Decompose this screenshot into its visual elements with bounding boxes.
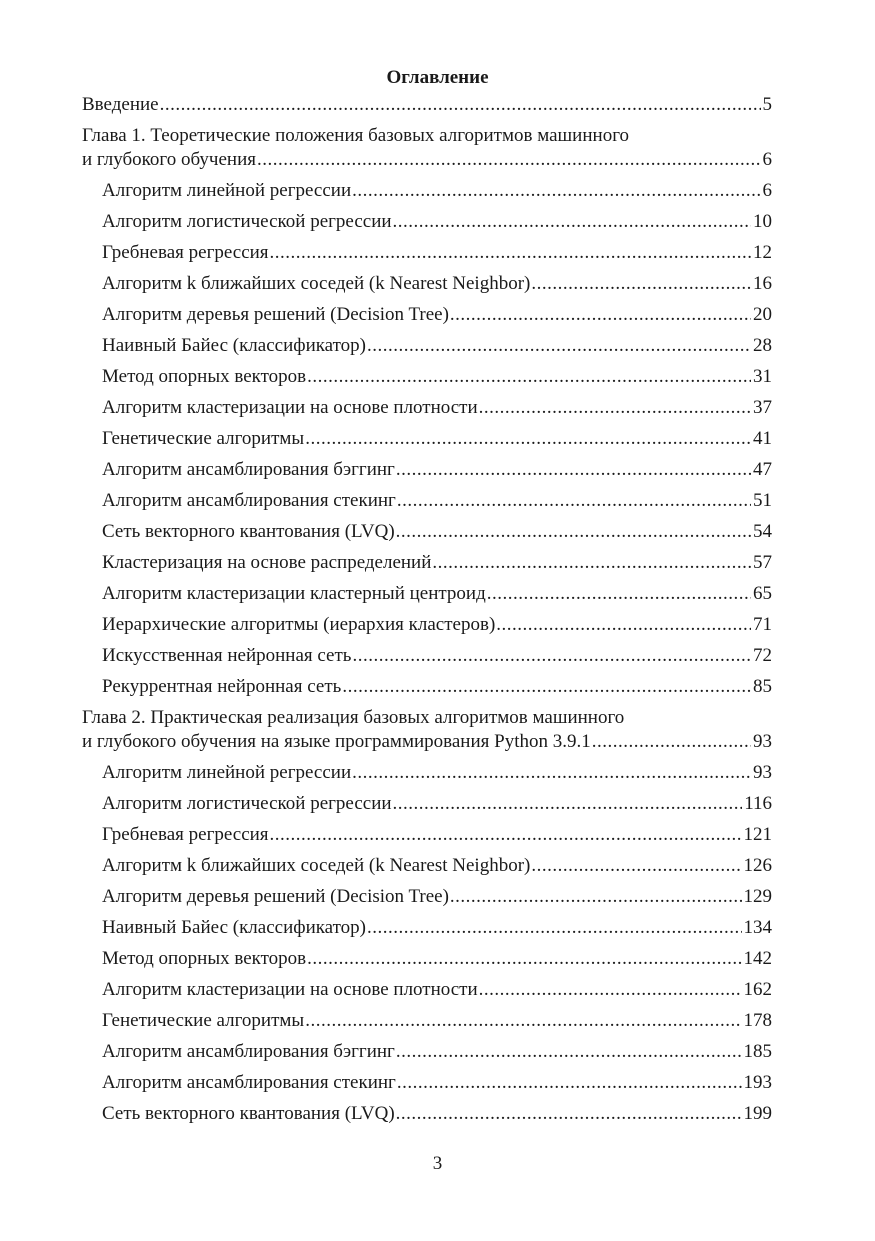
toc-page-number: 54 [753,521,772,542]
toc-section-entry[interactable] [82,1071,772,1095]
table-of-contents [82,93,772,1126]
toc-page-number: 199 [743,1103,772,1124]
toc-entry-title: Кластеризация на основе распределений [102,552,432,573]
toc-page-number: 47 [753,459,772,480]
toc-page-number: 116 [744,793,772,814]
dot-leader [396,458,751,482]
toc-entry-title: Рекуррентная нейронная сеть [102,676,342,697]
toc-page-number: 126 [743,855,772,876]
toc-page-number: 6 [762,180,772,201]
toc-entry-title: Сеть векторного квантования (LVQ) [102,1103,395,1124]
toc-entry-title: Глава 1. Теоретические положения базовых алгоритмов машинного [82,125,630,146]
toc-section-entry[interactable] [82,582,772,606]
dot-leader [432,551,751,575]
toc-entry-title: Наивный Байес (классификатор) [102,335,366,356]
toc-entry-title: Алгоритм линейной регрессии [102,762,352,783]
toc-section-entry[interactable] [82,303,772,327]
toc-entry-title: Алгоритм логистической регрессии [102,793,392,814]
toc-section-entry[interactable] [82,854,772,878]
toc-section-entry[interactable] [82,427,772,451]
toc-entry-title: Алгоритм ансамблирования стекинг [102,1072,396,1093]
toc-section-entry[interactable] [82,644,772,668]
toc-section-entry[interactable] [82,365,772,389]
dot-leader [396,520,751,544]
toc-page-number: 37 [753,397,772,418]
toc-section-entry[interactable] [82,458,772,482]
toc-entry-title: Генетические алгоритмы [102,1010,305,1031]
toc-entry-title: Метод опорных векторов [102,948,307,969]
toc-section-entry[interactable] [82,241,772,265]
toc-section-entry[interactable] [82,978,772,1002]
toc-section-entry[interactable] [82,272,772,296]
toc-chapter-entry[interactable] [82,93,772,117]
toc-entry-title: Алгоритм кластеризации на основе плотности [102,397,478,418]
toc-section-entry[interactable] [82,1040,772,1064]
toc-page-number: 121 [743,824,772,845]
dot-leader [257,148,761,172]
toc-entry-title: и глубокого обучения на языке программирования Python 3.9.1 [82,731,591,752]
toc-entry-title: Алгоритм k ближайших соседей (k Nearest Neighbor) [102,855,531,876]
toc-page-number: 72 [753,645,772,666]
toc-entry-title: Алгоритм ансамблирования бэггинг [102,1041,395,1062]
dot-leader [397,489,751,513]
toc-page-number: 134 [743,917,772,938]
dot-leader [270,823,742,847]
dot-leader [270,241,751,265]
toc-page-number: 129 [743,886,772,907]
toc-section-entry[interactable] [82,761,772,785]
toc-section-entry[interactable] [82,916,772,940]
dot-leader [531,272,751,296]
toc-page-number: 51 [753,490,772,511]
dot-leader [396,1040,742,1064]
dot-leader [342,675,751,699]
page-number: 3 [432,1153,443,1174]
dot-leader [479,978,742,1002]
toc-entry-title: Алгоритм k ближайших соседей (k Nearest Neighbor) [102,273,531,294]
toc-entry-title: Алгоритм деревья решений (Decision Tree) [102,886,449,907]
toc-chapter-entry[interactable] [82,706,772,754]
dot-leader [352,644,751,668]
toc-page-number: 178 [743,1010,772,1031]
toc-page-number: 93 [753,762,772,783]
toc-section-entry[interactable] [82,551,772,575]
toc-section-entry[interactable] [82,334,772,358]
toc-section-entry[interactable] [82,613,772,637]
toc-entry-title: Введение [82,94,159,115]
toc-entry-title: Метод опорных векторов [102,366,307,387]
dot-leader [479,396,751,420]
toc-section-entry[interactable] [82,885,772,909]
toc-page-number: 162 [743,979,772,1000]
dot-leader [496,613,751,637]
toc-page-number: 16 [753,273,772,294]
toc-section-entry[interactable] [82,823,772,847]
toc-entry-title: Искусственная нейронная сеть [102,645,352,666]
toc-page-number: 93 [753,731,772,752]
dot-leader [592,730,751,754]
dot-leader [450,303,751,327]
toc-section-entry[interactable] [82,489,772,513]
toc-section-entry[interactable] [82,396,772,420]
toc-page-number: 5 [762,94,772,115]
toc-section-entry[interactable] [82,1009,772,1033]
dot-leader [352,761,751,785]
toc-entry-title: Иерархические алгоритмы (иерархия кластеров) [102,614,496,635]
toc-entry-title: Гребневая регрессия [102,824,269,845]
dot-leader [396,1102,742,1126]
toc-entry-title: Алгоритм линейной регрессии [102,180,352,201]
toc-entry-title: Алгоритм ансамблирования бэггинг [102,459,395,480]
toc-page-number: 142 [743,948,772,969]
dot-leader [531,854,741,878]
toc-entry-title: Генетические алгоритмы [102,428,305,449]
dot-leader [393,792,743,816]
dot-leader [393,210,751,234]
dot-leader [450,885,742,909]
toc-entry-title: Сеть векторного квантования (LVQ) [102,521,395,542]
dot-leader [305,1009,741,1033]
toc-section-entry[interactable] [82,179,772,203]
toc-entry-title: Наивный Байес (классификатор) [102,917,366,938]
dot-leader [160,93,761,117]
dot-leader [367,916,742,940]
toc-section-entry[interactable] [82,210,772,234]
toc-page-number: 57 [753,552,772,573]
toc-section-entry[interactable] [82,675,772,699]
toc-page-number: 185 [743,1041,772,1062]
toc-entry-title: Глава 2. Практическая реализация базовых алгоритмов машинного [82,707,625,728]
toc-chapter-entry[interactable] [82,124,772,172]
dot-leader [367,334,751,358]
dot-leader [307,365,751,389]
toc-page-number: 71 [753,614,772,635]
toc-section-entry[interactable] [82,792,772,816]
toc-entry-title: Алгоритм логистической регрессии [102,211,392,232]
toc-section-entry[interactable] [82,947,772,971]
toc-page-number: 20 [753,304,772,325]
toc-page-number: 85 [753,676,772,697]
dot-leader [307,947,741,971]
toc-page-number: 65 [753,583,772,604]
toc-page-number: 31 [753,366,772,387]
toc-entry-title: Алгоритм деревья решений (Decision Tree) [102,304,449,325]
toc-entry-title: Алгоритм ансамблирования стекинг [102,490,396,511]
toc-page-number: 6 [762,149,772,170]
toc-page-number: 28 [753,335,772,356]
toc-entry-title: Алгоритм кластеризации на основе плотности [102,979,478,1000]
dot-leader [397,1071,742,1095]
toc-section-entry[interactable] [82,1102,772,1126]
toc-entry-title: и глубокого обучения [82,149,256,170]
toc-page-number: 193 [743,1072,772,1093]
toc-section-entry[interactable] [82,520,772,544]
toc-entry-title: Алгоритм кластеризации кластерный центроид [102,583,486,604]
dot-leader [305,427,751,451]
dot-leader [487,582,751,606]
toc-page-number: 12 [753,242,772,263]
toc-page-number: 10 [753,211,772,232]
toc-title: Оглавление [386,67,489,88]
toc-entry-title: Гребневая регрессия [102,242,269,263]
toc-page-number: 41 [753,428,772,449]
dot-leader [352,179,760,203]
